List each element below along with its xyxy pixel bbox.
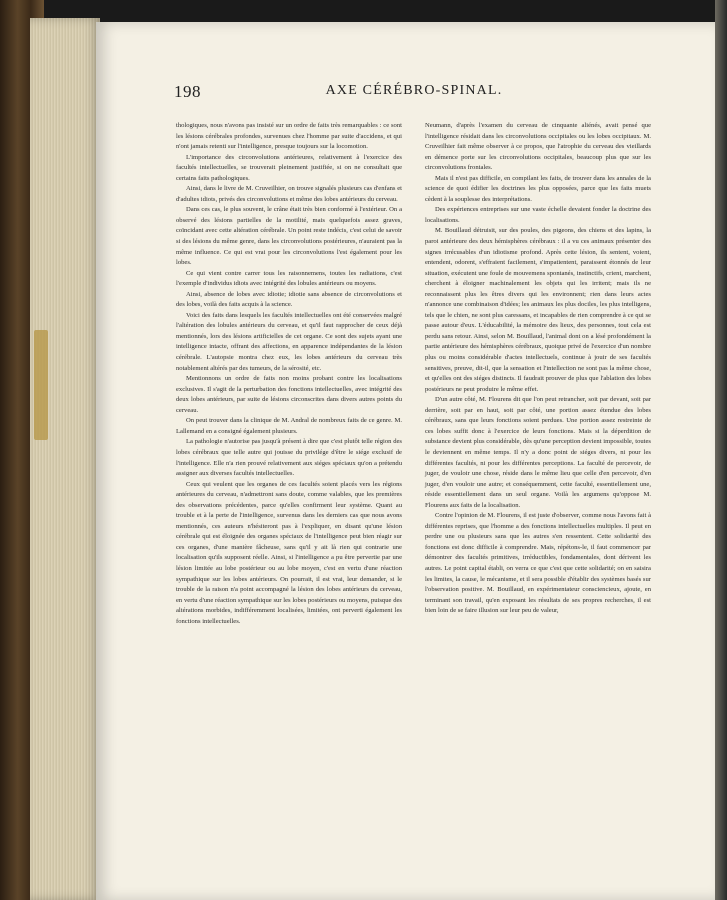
paragraph: Ce qui vient contre carrer tous les raisonnemens, toutes les radiations, c'est l'exemple d'individus idiots avec intégrité des lobules antérieurs ou moyens. xyxy=(176,269,402,288)
right-page-edge xyxy=(715,0,727,900)
paragraph: Ceux qui veulent que les organes de ces facultés soient placés vers les régions antérieures du cerveau, n'admettront sans doute, comme valables, que les premières des observations précédentes, parce qu'elles confirment leur système. Quant au trouble et à la perte de l'intelligence, survenus dans les derniers cas que nous avons mentionnés, ces auteurs n'hésiteront pas à l'expliquer, en disant qu'une lésion cérébrale qui est éloignée des organes spéciaux de l'intelligence peut bien réagir sur ces organes, d'une manière fâcheuse, sans qu'il y ait là rien qui contrarie une localisation qu'ils supposent réelle. Ainsi, si l'intelligence a pu être pervertie par une lésion limitée au lobe postérieur ou au lobe moyen, c'est en vertu d'une réaction sympathique sur les lobes antérieurs. On pourrait, il est vrai, leur demander, si le trouble de la raison n'a point accompagné la lésion des lobes antérieurs du cerveau, en vertu d'une réaction sympathique sur les lobes postérieurs ou moyens, puisque des altérations morbides, indifféremment localisées, limitées, ont perverti également les fonctions intellectuelles. xyxy=(176,480,402,625)
left-column xyxy=(176,121,402,627)
paragraph: Des expériences entreprises sur une vaste échelle devaient fonder la doctrine des localisations. xyxy=(425,206,651,224)
running-title: AXE CÉRÉBRO-SPINAL. xyxy=(325,83,503,98)
paragraph: Voici des faits dans lesquels les facultés intellectuelles ont été conservées malgré l'altération des lobules antérieurs du cerveau, et qu'il faut rapprocher de ceux déjà mentionnés, lors des lésions artificielles de cet organe. Ce sont des sujets ayant une intelligence intacte, offrant des affections, en apparence indépendantes de la lésion cérébrale. L'autopsie montra chez eux, les lobes antérieurs du cerveau très notablement altérés par des tumeurs, de la sérosité, etc. xyxy=(176,311,402,372)
paragraph: Mais il n'est pas difficile, en compilant les faits, de trouver dans les annales de la science de quoi édifier les doctrines les plus opposées, parce que les faits muets cèdent à la souplesse des interprétations. xyxy=(425,174,651,203)
paragraph: Contre l'opinion de M. Flourens, il est juste d'observer, comme nous l'avons fait à différentes reprises, que l'homme a des fonctions intellectuelles multiples. Il peut en perdre une ou plusieurs sans que les autres s'en ressentent. Cette solidarité des fonctions est donc difficile à comprendre. Mais, répétons-le, il faut commencer par démontrer des facultés primitives, irréductibles, fondamentales, dont dérivent les autres. Le point capital établi, on verra ce que c'est que cette solidarité; on en saisira les limites, la cause, le mécanisme, et il sera possible d'établir des systèmes basés sur l'observation positive. M. Bouillaud, en expérimentateur consciencieux, ajoute, en terminant son travail, qu'en exposant les résultats de ses propres recherches, il est bien loin de se faire illusion sur leur peu de valeur, xyxy=(425,512,651,615)
paragraph: thologiques, nous n'avons pas insisté sur un ordre de faits très remarquables : ce sont les lésions cérébrales profondes, survenues chez l'homme par suite d'accidens, et qui n'ont jamais retenti sur l'intelligence, presque toujours sur la locomotion. xyxy=(176,122,402,151)
paragraph: On peut trouver dans la clinique de M. Andral de nombreux faits de ce genre. M. Lallemand en a consigné également plusieurs. xyxy=(176,417,402,435)
page-header xyxy=(174,82,654,104)
paragraph: Ainsi, dans le livre de M. Cruveilhier, on trouve signalés plusieurs cas d'enfans et d'adultes idiots, privés des circonvolutions et même des lobes antérieurs du cerveau. xyxy=(176,185,402,203)
paragraph: D'un autre côté, M. Flourens dit que l'on peut retrancher, soit par devant, soit par derrière, soit par en haut, soit par côté, une portion assez étendue des lobes cérébraux, sans que leurs fonctions soient perdues. Une portion assez restreinte de ces lobes suffit donc à l'exercice de leurs fonctions. Mais si la déperdition de substance devient plus considérable, dès qu'une perception devient impossible, toutes le deviennent en même temps. Il n'y a donc point de siéges divers, ni pour les différentes facultés, ni pour les différentes perceptions. La faculté de percevoir, de juger, de vouloir une chose, réside dans le même lieu que celle d'en percevoir, d'en juger, d'en vouloir une autre; et conséquemment, cette faculté, essentiellement une, réside essentiellement dans un seul organe. Voilà les argumens qu'oppose M. Flourens aux faits de la localisation. xyxy=(425,396,651,509)
paragraph: L'importance des circonvolutions antérieures, relativement à l'exercice des facultés intellectuelles, se trouverait pleinement justifiée, si on ne consultait que certains faits pathologiques. xyxy=(176,153,402,182)
page-clip xyxy=(34,330,48,440)
paragraph: Mentionnons un ordre de faits non moins probant contre les localisations exclusives. Il s'agit de la perturbation des fonctions intellectuelles, avec intégrité des deux lobes antérieurs, par suite de lésions circonscrites dans divers autres points du cerveau. xyxy=(176,375,402,414)
paragraph: Neumann, d'après l'examen du cerveau de cinquante aliénés, avait pensé que l'intelligence résidait dans les circonvolutions occipitales ou les lobes occipitaux. M. Cruveilhier fait même observer à ce propos, que l'atrophie du cerveau des vieillards en démence porte sur les circonvolutions occipitales, beaucoup plus que sur les circonvolutions frontales. xyxy=(425,122,651,172)
page-number: 198 xyxy=(174,82,201,101)
right-column xyxy=(425,121,651,617)
paragraph: M. Bouillaud détruisit, sur des poules, des pigeons, des chiens et des lapins, la paroi antérieure des deux hémisphères cérébraux : il a vu ces animaux présenter des signes irrécusables d'un idiotisme profond. Après cette lésion, ils sentent, voient, entendent, odorent, s'effraient facilement, s'impatientent, paraissent étonnés de leur situation, exécutent une foule de mouvemens spontanés, instinctifs, crient, marchent, cherchent à éloigner machinalement les objets qui les irritent; mais ils ne reconnaissent plus les êtres divers qui les environnent; rien dans leurs actes n'annonce une combinaison d'idées; les animaux les plus dociles, les plus intelligens, tels que le chien, ne sont plus caressans, et incapables de rien comprendre à ce qui se passe autour d'eux. L'éducabilité, la mémoire des lieux, des personnes, tout cela est perdu sans retour. Ainsi, selon M. Bouillaud, l'animal dont on a lésé profondément la partie antérieure des hémisphères cérébraux, quoique privé de l'exercice d'un nombre plus ou moins considérable d'actes intellectuels, continue à jouir de ses facultés sensitives, preuve, dit-il, que la sensation et l'intellection ne sont pas la même chose, et qu'elles ont des siéges distincts. Il faudrait prouver de plus que l'ablation des lobes postérieurs ne peut produire le même effet. xyxy=(425,227,651,393)
paragraph: La pathologie n'autorise pas jusqu'à présent à dire que c'est plutôt telle région des lobes cérébraux que telle autre qui jouisse du privilége d'être le siége exclusif de l'intelligence. Elle n'a rien prouvé relativement aux siéges spéciaux qu'on a prétendu assigner aux diverses facultés intellectuelles. xyxy=(176,438,402,478)
paragraph: Dans ces cas, le plus souvent, le crâne était très bien conformé à l'extérieur. On a observé des lésions partielles de la motilité, mais quelquefois assez graves, coïncidant avec cette altération cérébrale. Un point reste indécis, c'est celui de savoir si des lésions du même genre, dans les circonvolutions postérieures, n'auraient pas la même influence. Ce qui est vrai pour les circonvolutions l'est également pour les lobes. xyxy=(176,206,402,267)
page-edges xyxy=(30,18,100,900)
paragraph: Ainsi, absence de lobes avec idiotie; idiotie sans absence de circonvolutions et des lobes, voilà des faits acquis à la science. xyxy=(176,290,402,309)
